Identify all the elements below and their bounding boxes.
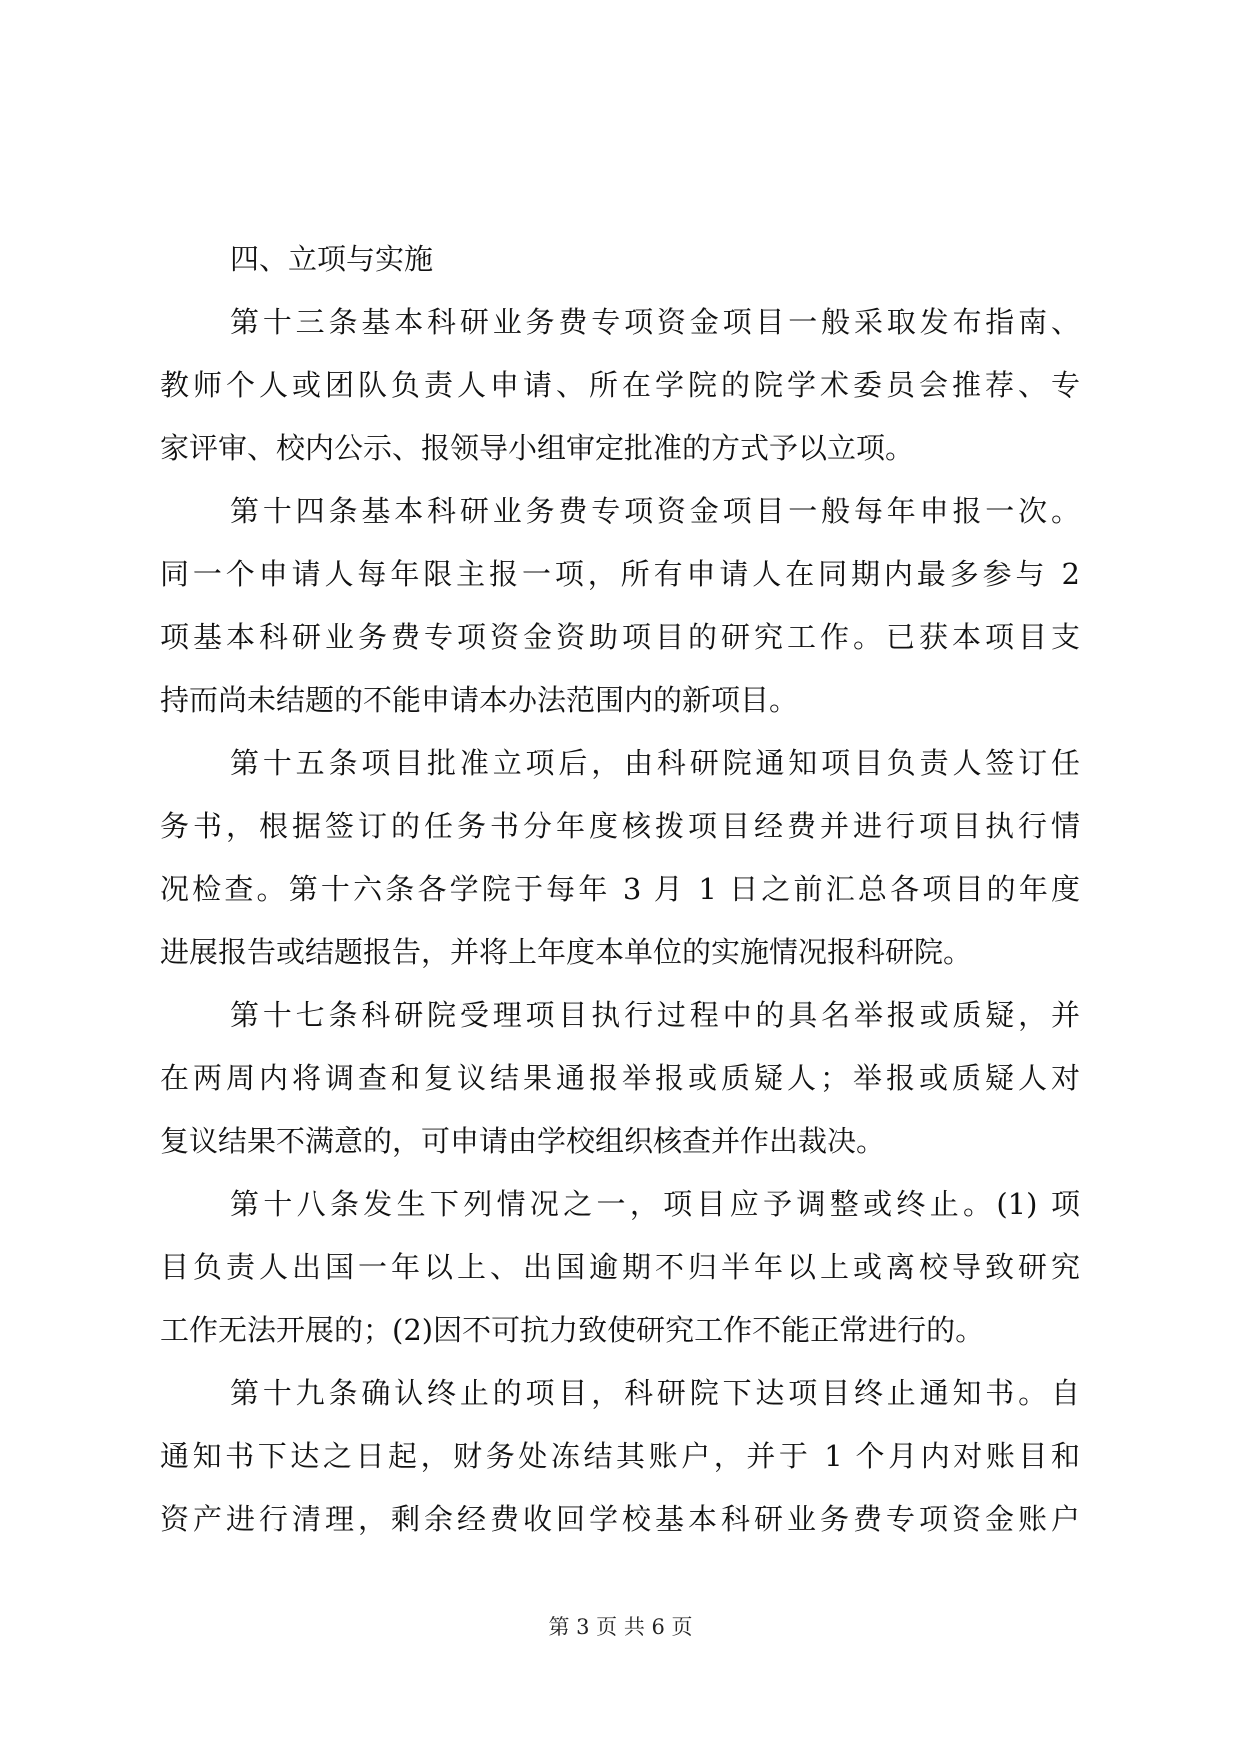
document-body (160, 228, 1080, 1551)
paragraph-line: 工作无法开展的；(2)因不可抗力致使研究工作不能正常进行的。 (160, 1313, 985, 1347)
paragraph-line: 教师个人或团队负责人申请、所在学院的院学术委员会推荐、专 (160, 368, 1080, 402)
paragraph-first-line: 第十四条基本科研业务费专项资金项目一般每年申报一次。 (230, 494, 1080, 528)
paragraph-line: 目负责人出国一年以上、出国逾期不归半年以上或离校导致研究 (160, 1250, 1080, 1284)
paragraph-line: 进展报告或结题报告，并将上年度本单位的实施情况报科研院。 (160, 935, 973, 969)
paragraph-line: 项基本科研业务费专项资金资助项目的研究工作。已获本项目支 (160, 620, 1080, 654)
page-number-footer: 第 3 页 共 6 页 (548, 1615, 693, 1639)
paragraph-first-line: 第十五条项目批准立项后，由科研院通知项目负责人签订任 (230, 746, 1080, 780)
paragraph-first-line: 四、立项与实施 (230, 242, 434, 276)
paragraph-line: 在两周内将调查和复议结果通报举报或质疑人；举报或质疑人对 (160, 1061, 1080, 1095)
paragraph-line: 持而尚未结题的不能申请本办法范围内的新项目。 (160, 683, 799, 717)
paragraph-line: 务书，根据签订的任务书分年度核拨项目经费并进行项目执行情 (160, 809, 1080, 843)
paragraph-line: 同一个申请人每年限主报一项，所有申请人在同期内最多参与 2 (160, 557, 1080, 591)
paragraph-line: 况检查。第十六条各学院于每年 3 月 1 日之前汇总各项目的年度 (160, 872, 1080, 906)
paragraph-first-line: 第十七条科研院受理项目执行过程中的具名举报或质疑，并 (230, 998, 1080, 1032)
paragraph-line: 家评审、校内公示、报领导小组审定批准的方式予以立项。 (160, 431, 915, 465)
paragraph-first-line: 第十三条基本科研业务费专项资金项目一般采取发布指南、 (230, 305, 1080, 339)
paragraph-first-line: 第十八条发生下列情况之一，项目应予调整或终止。(1) 项 (230, 1187, 1080, 1221)
paragraph-line: 复议结果不满意的，可申请由学校组织核查并作出裁决。 (160, 1124, 886, 1158)
paragraph-first-line: 第十九条确认终止的项目，科研院下达项目终止通知书。自 (230, 1376, 1080, 1410)
paragraph-line: 通知书下达之日起，财务处冻结其账户，并于 1 个月内对账目和 (160, 1439, 1080, 1473)
paragraph-line: 资产进行清理，剩余经费收回学校基本科研业务费专项资金账户 (160, 1502, 1080, 1536)
